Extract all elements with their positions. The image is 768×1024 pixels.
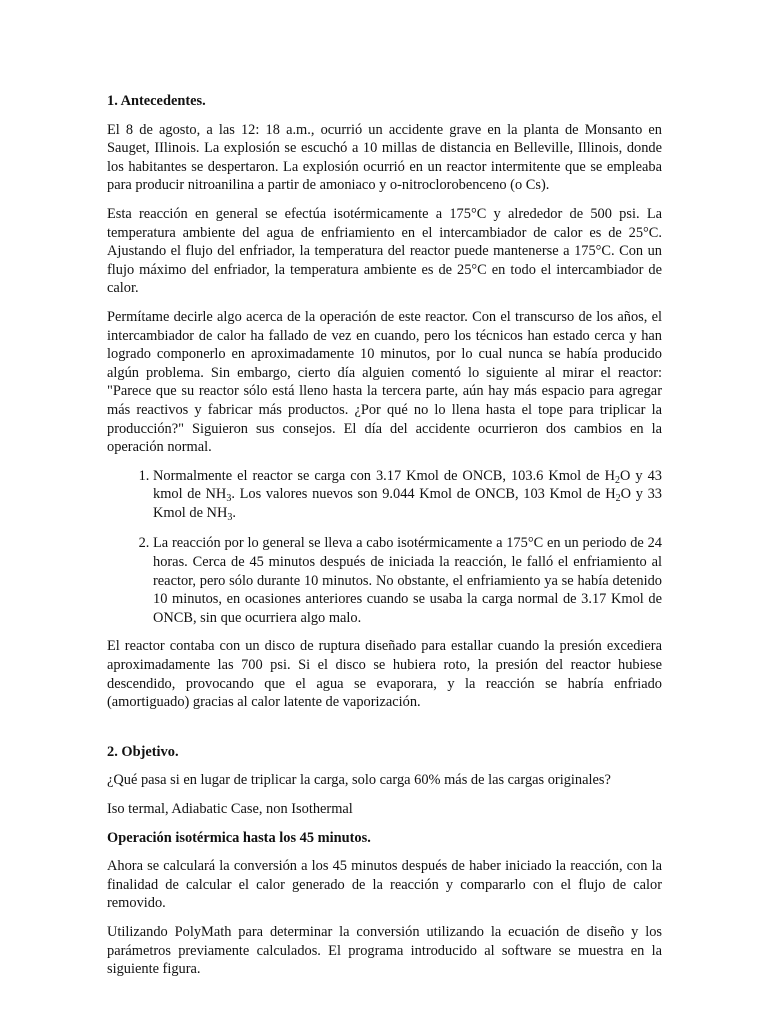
isothermal-subheading: Operación isotérmica hasta los 45 minutos. xyxy=(107,829,371,846)
subscript: 3 xyxy=(227,511,233,523)
subscript: 2 xyxy=(615,493,621,505)
paragraph-operation: Permítame decirle algo acerca de la operación de este reactor. Con el transcurso de los años, el intercambiador de calor ha fallado de vez en cuando, pero los técnicos han estado cerca y han logrado componerlo en aproximadamente 10 minutos, por lo cual nunca se había producido algún problema. Sin embargo, cierto día alguien comentó lo siguiente al mirar el reactor: "Parece que su reactor sólo está lleno hasta la tercera parte, aún hay más espacio para agregar más reactivos y fabricar más productos. ¿Por qué no lo llena hasta el tope para triplicar la producción?" Siguieron sus consejos. El día del accidente ocurrieron dos cambios en la operación normal. xyxy=(107,308,662,456)
list-item-load xyxy=(153,467,662,523)
item-text: . Los valores nuevos son 9.044 Kmol de ONCB, 103 Kmol de H xyxy=(231,486,616,503)
subscript: 2 xyxy=(615,474,621,486)
objective-question: ¿Qué pasa si en lugar de triplicar la carga, solo carga 60% más de las cargas originales? xyxy=(107,772,611,789)
item-text: O y 33 Kmol de NH xyxy=(153,486,662,521)
section-2-heading: 2. Objetivo. xyxy=(107,743,179,760)
item-text: O y 43 kmol de NH xyxy=(153,467,662,503)
paragraph-rupture-disk: El reactor contaba con un disco de ruptura diseñado para estallar cuando la presión excediera aproximadamente las 700 psi. Si el disco se hubiera roto, la presión del reactor hubiese descendido, provocando que el agua se evaporara, y la reacción se habría enfriado (amortiguado) gracias al calor latente de vaporización. xyxy=(107,638,662,711)
cases-line: Iso termal, Adiabatic Case, non Isothermal xyxy=(107,801,353,817)
paragraph-accident: El 8 de agosto, a las 12: 18 a.m., ocurrió un accidente grave en la planta de Monsanto en Sauget, IIlinois. La explosión se escuchó a 10 millas de distancia en Belleville, Illinois, donde los habitantes se despertaron. La explosión ocurrió en un reactor intermitente que se empleaba para producir nitroanilina a partir de amoniaco y o-nitroclorobenceno (o Cs). xyxy=(107,121,662,194)
item-text: . xyxy=(232,504,236,521)
list-item-cooling: 2. La reacción por lo general se lleva a cabo isotérmicamente a 175°C en un periodo de 24 horas. Cerca de 45 minutos después de iniciada la reacción, le falló el enfriamiento al reactor, pero sólo durante 10 minutos. No obstante, el enfriamiento ya se había detenido 10 minutos, en ocasiones anteriores cuando se usaba la carga normal de 3.17 Kmol de ONCB, sin que ocurriera algo malo. xyxy=(153,534,662,627)
paragraph-polymath: Utilizando PolyMath para determinar la conversión utilizando la ecuación de diseño y los parámetros previamente calculados. El programa introducido al software se muestra en la siguiente figura. xyxy=(107,923,662,978)
paragraph-conversion: Ahora se calculará la conversión a los 45 minutos después de haber iniciado la reacción, con la finalidad de calcular el calor generado de la reacción y compararlo con el flujo de calor removido. xyxy=(107,858,662,912)
item-text: Normalmente el reactor se carga con 3.17 Kmol de ONCB, 103.6 Kmol de H xyxy=(153,467,616,484)
section-1-heading: 1. Antecedentes. xyxy=(107,93,206,109)
changes-list xyxy=(107,467,662,628)
subscript: 3 xyxy=(226,493,232,505)
paragraph-reaction-conditions: Esta reacción en general se efectúa isotérmicamente a 175°C y alrededor de 500 psi. La temperatura ambiente del agua de enfriamiento en el intercambiador de calor es de 25°C. Ajustando el flujo del enfriador, la temperatura del reactor puede mantenerse a 175°C. Con un flujo máximo del enfriador, la temperatura ambiente es de 25°C en todo el intercambiador de calor. xyxy=(107,205,662,297)
